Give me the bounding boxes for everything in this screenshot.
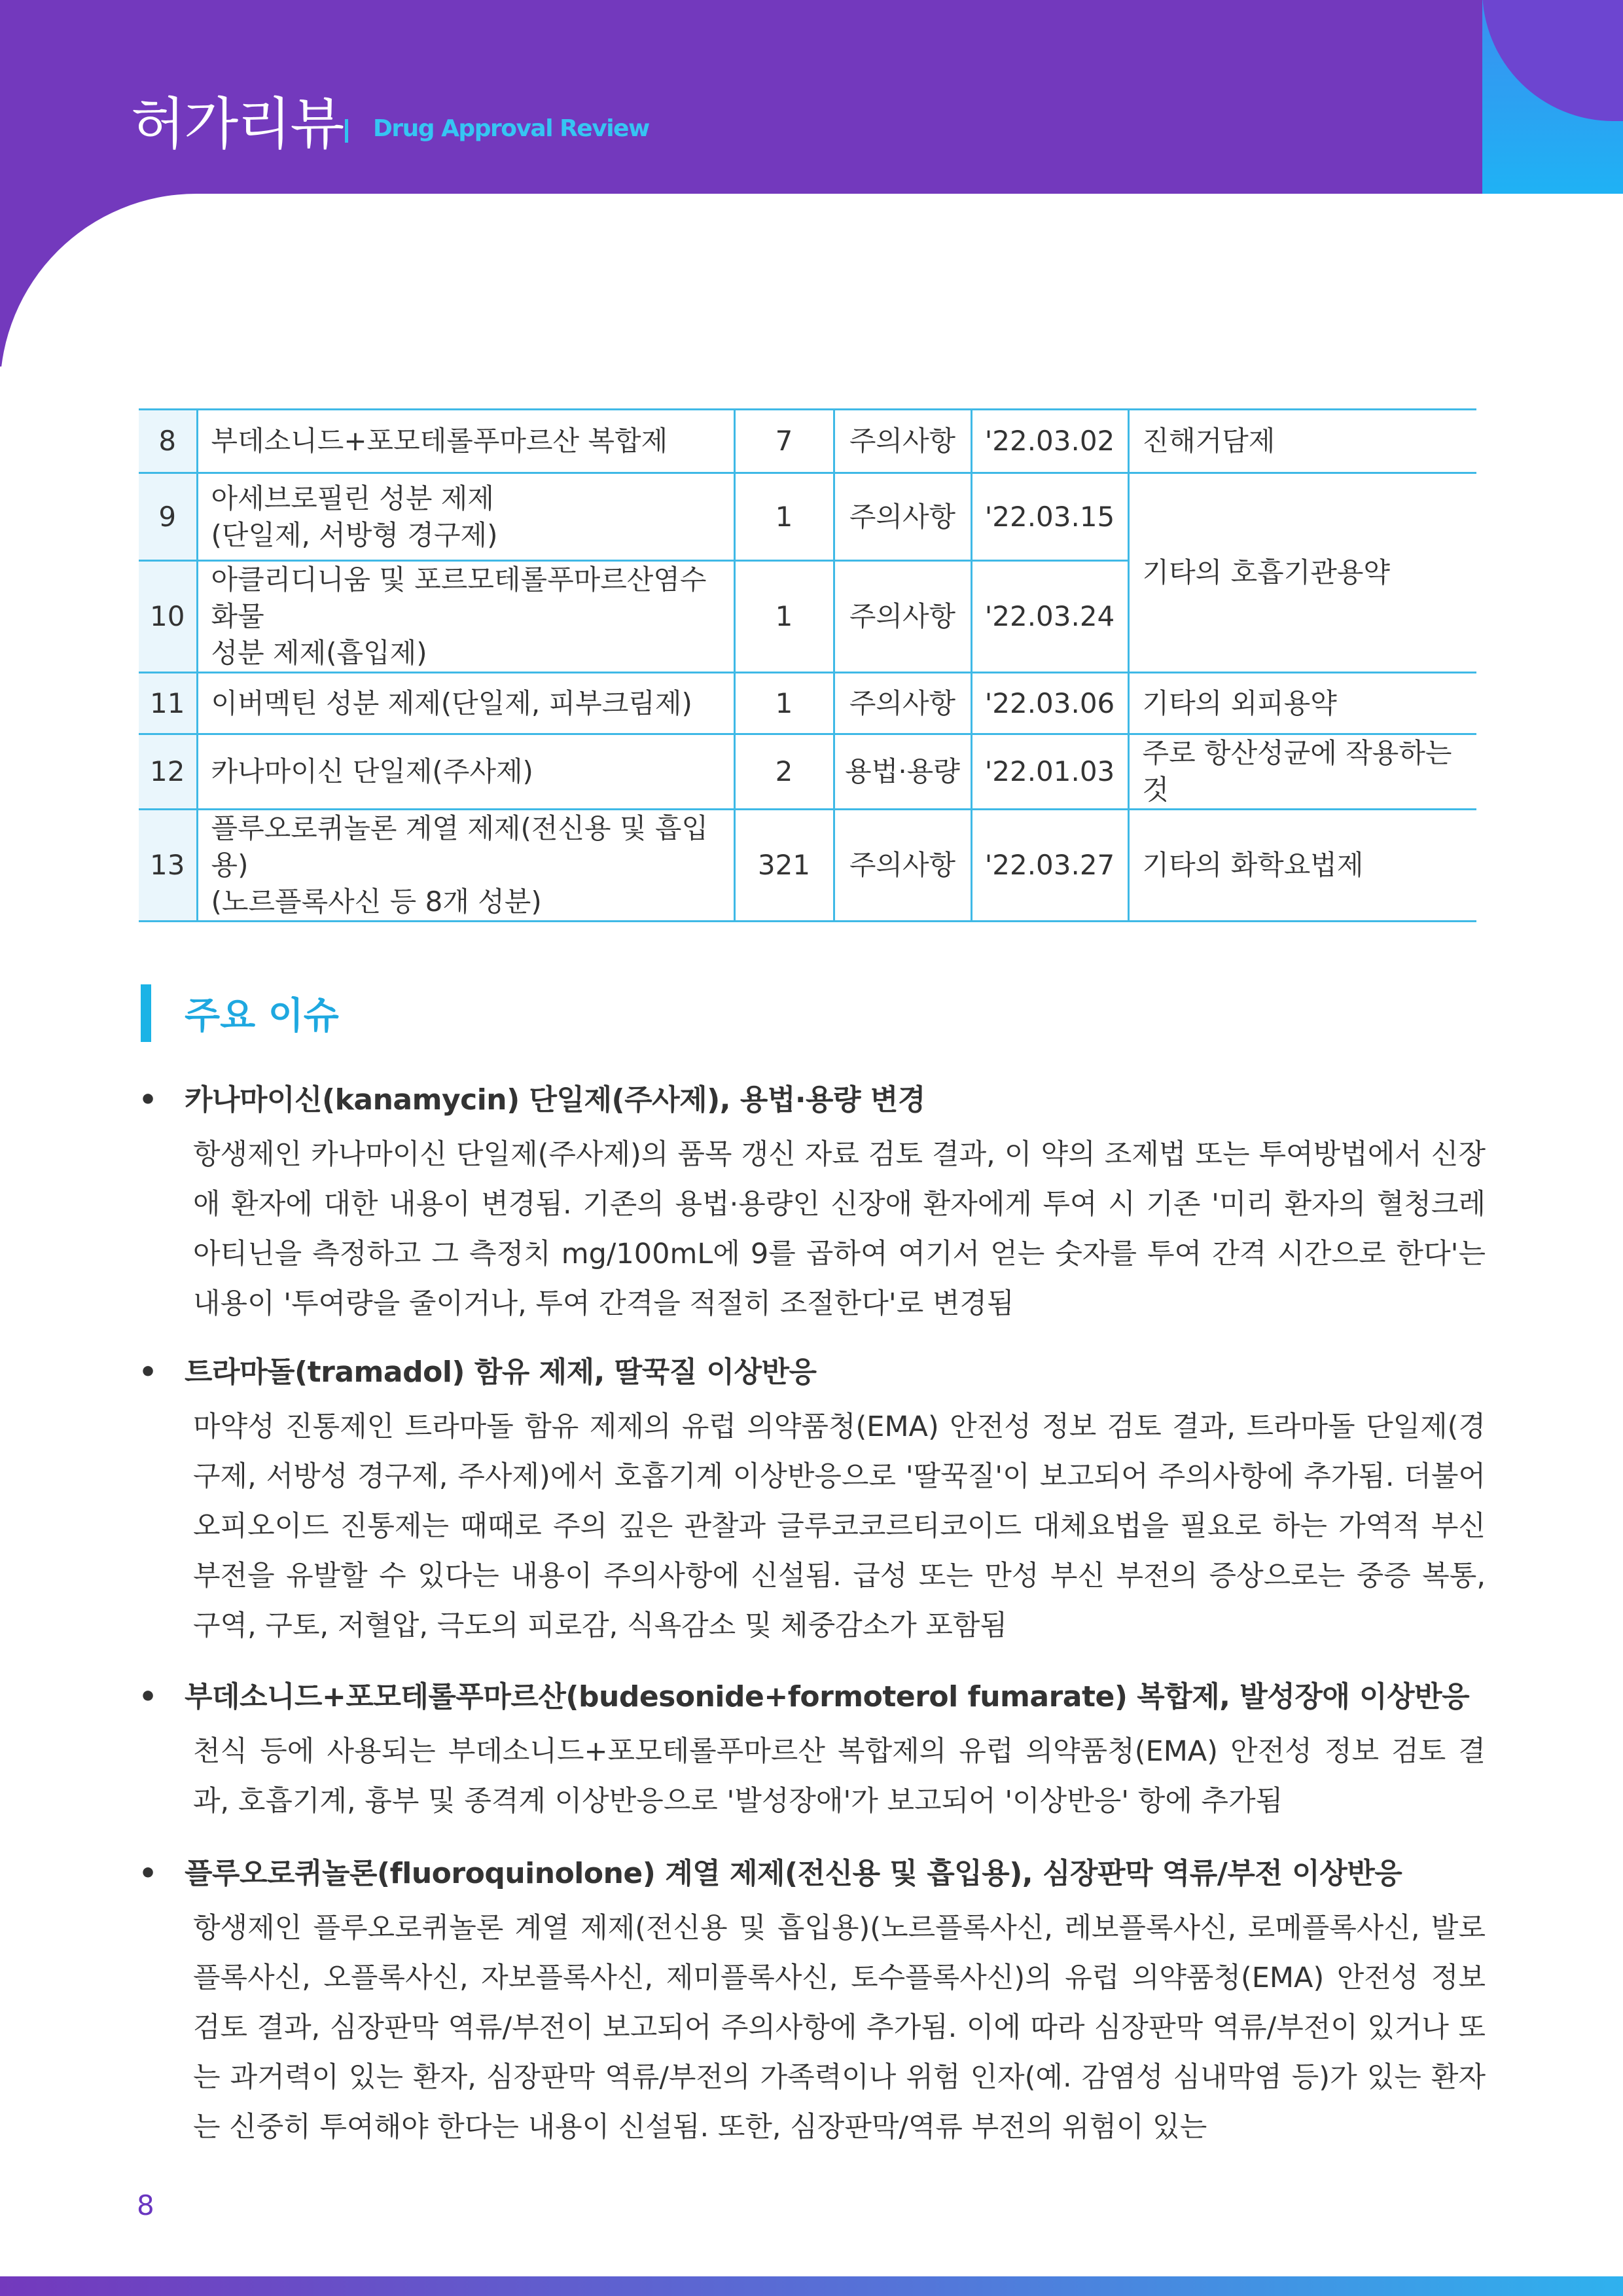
bullet-icon: • (139, 1857, 157, 1890)
row-number: 12 (139, 734, 197, 810)
change-type: 용법·용량 (834, 734, 971, 810)
drug-category: 기타의 호흡기관용약 (1128, 473, 1476, 673)
product-name-line: (단일제, 서방형 경구제) (211, 518, 498, 551)
issue-body: 항생제인 카나마이신 단일제(주사제)의 품목 갱신 자료 검토 결과, 이 약의 조제법 또는 투여방법에서 신장애 환자에 대한 내용이 변경됨. 기존의 용법·용량인 신장애 환자에게 투여 시 기존 '미리 환자의 혈청크레아티닌을 측정하고 그 측정치 mg/100mL에 9를 곱하여 여기서 얻는 숫자를 투여 간격 시간으로 한다'는 내용이 '투여량을 줄이거나, 투여 간격을 적절히 조절한다'로 변경됨 (193, 1138, 1486, 1320)
change-date: '22.01.03 (971, 734, 1128, 810)
product-name-line: (노르플록사신 등 8개 성분) (211, 886, 542, 918)
product-count: 1 (734, 673, 834, 734)
drug-category: 진해거담제 (1128, 410, 1476, 473)
footer-bar (0, 2276, 1623, 2296)
change-type: 주의사항 (834, 673, 971, 734)
product-count: 1 (734, 561, 834, 673)
product-count: 321 (734, 810, 834, 922)
product-name: 부데소니드+포모테롤푸마르산 복합제 (197, 410, 734, 473)
bullet-icon: • (139, 1355, 157, 1389)
row-number: 10 (139, 561, 197, 673)
page-header (0, 0, 1623, 367)
product-name (197, 473, 734, 561)
issue-heading (139, 1348, 817, 1390)
table-row (139, 810, 1476, 922)
issue-heading-text: 부데소니드+포모테롤푸마르산(budesonide+formoterol fumarate) 복합제, 발성장애 이상반응 (185, 1680, 1470, 1713)
issue-heading (139, 1076, 925, 1118)
issue-heading-text: 트라마돌(tramadol) 함유 제제, 딸꾹질 이상반응 (185, 1355, 817, 1389)
product-name-line: 아클리디니움 및 포르모테롤푸마르산염수화물 (211, 564, 707, 632)
drug-category: 주로 항산성균에 작용하는 것 (1128, 734, 1476, 810)
issue-heading (139, 1673, 1469, 1715)
issue-heading-text: 플루오로퀴놀론(fluoroquinolone) 계열 제제(전신용 및 흡입용), 심장판막 역류/부전 이상반응 (185, 1857, 1402, 1890)
change-type: 주의사항 (834, 473, 971, 561)
header-subtitle: Drug Approval Review (373, 115, 649, 142)
change-date: '22.03.06 (971, 673, 1128, 734)
change-type: 주의사항 (834, 810, 971, 922)
change-date: '22.03.24 (971, 561, 1128, 673)
change-date: '22.03.27 (971, 810, 1128, 922)
product-name (197, 810, 734, 922)
change-type: 주의사항 (834, 410, 971, 473)
product-count: 2 (734, 734, 834, 810)
bullet-icon: • (139, 1680, 157, 1713)
product-count: 1 (734, 473, 834, 561)
approval-table (139, 408, 1476, 922)
change-date: '22.03.15 (971, 473, 1128, 561)
section-title: 주요 이슈 (185, 995, 339, 1037)
bullet-icon: • (139, 1083, 157, 1117)
section-accent-bar (141, 984, 151, 1042)
product-name: 이버멕틴 성분 제제(단일제, 피부크림제) (197, 673, 734, 734)
issue-body: 마약성 진통제인 트라마돌 함유 제제의 유럽 의약품청(EMA) 안전성 정보 검토 결과, 트라마돌 단일제(경구제, 서방성 경구제, 주사제)에서 호흡기계 이상반응으로 '딸꾹질'이 보고되어 주의사항에 추가됨. 더불어 오피오이드 진통제는 때때로 주의 깊은 관찰과 글루코코르티코이드 대체요법을 필요로 하는 가역적 부신 부전을 유발할 수 있다는 내용이 주의사항에 신설됨. 급성 또는 만성 부신 부전의 증상으로는 중증 복통, 구역, 구토, 저혈압, 극도의 피로감, 식욕감소 및 체중감소가 포함됨 (193, 1410, 1486, 1642)
table-row (139, 473, 1476, 561)
product-name: 카나마이신 단일제(주사제) (197, 734, 734, 810)
drug-category: 기타의 화학요법제 (1128, 810, 1476, 922)
product-name (197, 561, 734, 673)
product-name-line: 성분 제제(흡입제) (211, 637, 427, 669)
issue-heading (139, 1850, 1402, 1892)
table-row (139, 734, 1476, 810)
product-name-line: 아세브로필린 성분 제제 (211, 482, 494, 514)
table-row (139, 410, 1476, 473)
issue-body: 천식 등에 사용되는 부데소니드+포모테롤푸마르산 복합제의 유럽 의약품청(EMA) 안전성 정보 검토 결과, 호흡기계, 흉부 및 종격계 이상반응으로 '발성장애'가 보고되어 '이상반응' 항에 추가됨 (193, 1735, 1486, 1818)
header-white-sweep (0, 194, 1623, 367)
header-separator (345, 119, 348, 143)
product-name-line: 플루오로퀴놀론 계열 제제(전신용 및 흡입용) (211, 812, 709, 881)
change-type: 주의사항 (834, 561, 971, 673)
page-number: 8 (137, 2189, 154, 2221)
drug-category: 기타의 외피용약 (1128, 673, 1476, 734)
row-number: 13 (139, 810, 197, 922)
issue-body: 항생제인 플루오로퀴놀론 계열 제제(전신용 및 흡입용)(노르플록사신, 레보플록사신, 로메플록사신, 발로플록사신, 오플록사신, 자보플록사신, 제미플록사신, 토수플록사신)의 유럽 의약품청(EMA) 안전성 정보 검토 결과, 심장판막 역류/부전이 보고되어 주의사항에 추가됨. 이에 따라 심장판막 역류/부전이 있거나 또는 과거력이 있는 환자, 심장판막 역류/부전의 가족력이나 위험 인자(예. 감염성 심내막염 등)가 있는 환자는 신중히 투여해야 한다는 내용이 신설됨. 또한, 심장판막/역류 부전의 위험이 있는 (193, 1912, 1486, 2144)
change-date: '22.03.02 (971, 410, 1128, 473)
issue-heading-text: 카나마이신(kanamycin) 단일제(주사제), 용법·용량 변경 (185, 1083, 925, 1117)
row-number: 9 (139, 473, 197, 561)
row-number: 8 (139, 410, 197, 473)
header-title: 허가리뷰 (131, 92, 344, 157)
table-row (139, 673, 1476, 734)
product-count: 7 (734, 410, 834, 473)
row-number: 11 (139, 673, 197, 734)
